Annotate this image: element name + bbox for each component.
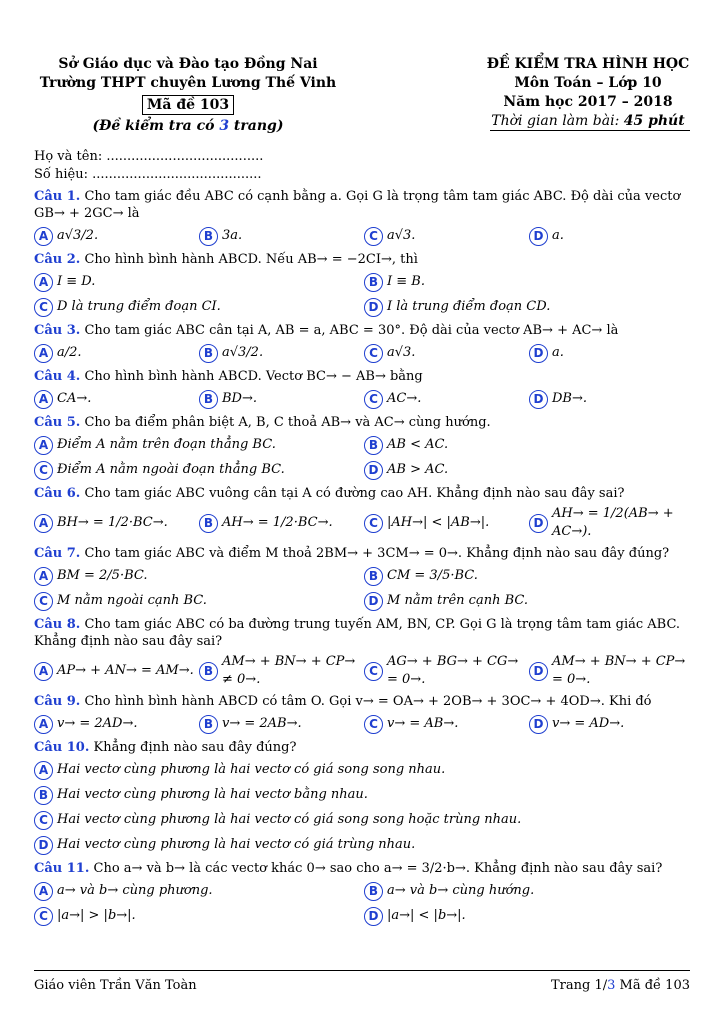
option-text: a→ và b→ cùng phương. bbox=[57, 883, 213, 898]
question-text bbox=[34, 739, 694, 756]
option-letter-badge: A bbox=[34, 662, 53, 681]
option-text: AB < AC. bbox=[387, 437, 449, 452]
question-body: Cho tam giác đều ABC có cạnh bằng a. Gọi G là trọng tâm tam giác ABC. Độ dài của vectơ GB→ + 2GC→ là bbox=[34, 189, 681, 221]
option-text: BM = 2/5·BC. bbox=[57, 568, 148, 583]
option-text: v→ = 2AB→. bbox=[222, 716, 302, 731]
question-text bbox=[34, 368, 694, 385]
option-text: AH→ = 1/2·BC→. bbox=[222, 515, 333, 530]
option-letter-badge: D bbox=[529, 227, 548, 246]
question-9 bbox=[34, 693, 694, 735]
answer-option-c[interactable] bbox=[364, 653, 529, 689]
question-text bbox=[34, 545, 694, 562]
option-text: CA→. bbox=[57, 391, 92, 406]
option-letter-badge: B bbox=[364, 567, 383, 586]
question-body: Cho hình bình hành ABCD. Vectơ BC→ − AB→ bằng bbox=[84, 369, 423, 384]
option-letter-badge: C bbox=[34, 592, 53, 611]
option-letter-badge: C bbox=[34, 298, 53, 317]
question-text bbox=[34, 251, 694, 268]
option-text: AC→. bbox=[387, 391, 422, 406]
exam-content bbox=[34, 148, 694, 927]
option-letter-badge: B bbox=[34, 786, 53, 805]
option-text: |a→| > |b→|. bbox=[57, 908, 136, 923]
school-name: Trường THPT chuyên Lương Thế Vinh bbox=[39, 75, 337, 91]
option-letter-badge: D bbox=[364, 592, 383, 611]
answer-options bbox=[34, 759, 694, 856]
option-text: Điểm A nằm trên đoạn thẳng BC. bbox=[57, 437, 276, 452]
answer-option-d[interactable] bbox=[364, 590, 694, 612]
option-letter-badge: A bbox=[34, 227, 53, 246]
question-list bbox=[34, 188, 694, 927]
option-text: AP→ + AN→ = AM→. bbox=[57, 663, 194, 678]
option-text: Hai vectơ cùng phương là hai vectơ có giá song song hoặc trùng nhau. bbox=[57, 812, 522, 827]
answer-options bbox=[34, 225, 694, 247]
option-text: |a→| < |b→|. bbox=[387, 908, 466, 923]
answer-options bbox=[34, 880, 694, 927]
option-text: BD→. bbox=[222, 391, 258, 406]
answer-options bbox=[34, 434, 694, 481]
option-text: AB > AC. bbox=[387, 462, 449, 477]
exam-code-box: Mã đề 103 bbox=[142, 95, 234, 115]
time-limit: Thời gian làm bài: 45 phút bbox=[491, 113, 685, 129]
option-text: D là trung điểm đoạn CI. bbox=[57, 299, 221, 314]
option-letter-badge: A bbox=[34, 436, 53, 455]
answer-option-c[interactable] bbox=[364, 388, 529, 410]
answer-option-b[interactable] bbox=[199, 713, 364, 735]
option-letter-badge: B bbox=[364, 882, 383, 901]
option-letter-badge: D bbox=[529, 662, 548, 681]
question-8 bbox=[34, 616, 694, 689]
question-body: Cho a→ và b→ là các vectơ khác 0→ sao cho a→ = 3/2·b→. Khẳng định nào sau đây sai? bbox=[93, 861, 663, 876]
question-body: Khẳng định nào sau đây đúng? bbox=[93, 740, 297, 755]
footer-page-info: Trang 1/3 Mã đề 103 bbox=[551, 978, 690, 993]
option-text: a√3/2. bbox=[222, 345, 264, 360]
question-7 bbox=[34, 545, 694, 612]
option-text: AM→ + BN→ + CP→ ≠ 0→. bbox=[222, 654, 356, 687]
option-text: I ≡ D. bbox=[57, 274, 96, 289]
question-number: Câu 3. bbox=[34, 323, 81, 338]
option-letter-badge: A bbox=[34, 344, 53, 363]
question-5 bbox=[34, 414, 694, 481]
answer-option-a[interactable] bbox=[34, 505, 199, 541]
answer-option-b[interactable] bbox=[199, 388, 364, 410]
option-letter-badge: D bbox=[529, 390, 548, 409]
option-text: Hai vectơ cùng phương là hai vectơ có giá song song nhau. bbox=[57, 762, 446, 777]
option-letter-badge: A bbox=[34, 715, 53, 734]
option-letter-badge: A bbox=[34, 567, 53, 586]
question-number: Câu 4. bbox=[34, 369, 81, 384]
answer-option-c[interactable] bbox=[364, 713, 529, 735]
question-text bbox=[34, 485, 694, 502]
question-number: Câu 9. bbox=[34, 694, 81, 709]
option-text: CM = 3/5·BC. bbox=[387, 568, 478, 583]
answer-option-b[interactable] bbox=[364, 434, 694, 456]
option-text: a. bbox=[552, 228, 564, 243]
answer-option-d[interactable] bbox=[529, 342, 694, 364]
option-letter-badge: A bbox=[34, 761, 53, 780]
question-4 bbox=[34, 368, 694, 410]
option-text: Hai vectơ cùng phương là hai vectơ bằng nhau. bbox=[57, 787, 368, 802]
option-text: AG→ + BG→ + CG→ = 0→. bbox=[387, 654, 519, 687]
option-text: a→ và b→ cùng hướng. bbox=[387, 883, 535, 898]
question-body: Cho hình bình hành ABCD có tâm O. Gọi v→ = OA→ + 2OB→ + 3OC→ + 4OD→. Khi đó bbox=[84, 694, 652, 709]
option-text: AM→ + BN→ + CP→ = 0→. bbox=[552, 654, 686, 687]
option-letter-badge: B bbox=[364, 436, 383, 455]
option-letter-badge: C bbox=[364, 662, 383, 681]
option-text: a√3. bbox=[387, 345, 416, 360]
question-number: Câu 7. bbox=[34, 546, 81, 561]
answer-option-c[interactable] bbox=[34, 809, 694, 831]
footer-teacher: Giáo viên Trần Văn Toàn bbox=[34, 978, 197, 993]
option-letter-badge: B bbox=[199, 514, 218, 533]
answer-option-c[interactable] bbox=[34, 590, 364, 612]
question-number: Câu 5. bbox=[34, 415, 81, 430]
option-letter-badge: B bbox=[199, 715, 218, 734]
question-number: Câu 6. bbox=[34, 486, 81, 501]
answer-option-a[interactable] bbox=[34, 713, 199, 735]
option-letter-badge: C bbox=[364, 715, 383, 734]
question-3 bbox=[34, 322, 694, 364]
option-letter-badge: B bbox=[199, 390, 218, 409]
question-body: Cho ba điểm phân biệt A, B, C thoả AB→ và AC→ cùng hướng. bbox=[84, 415, 491, 430]
question-text bbox=[34, 693, 694, 710]
option-text: a√3/2. bbox=[57, 228, 99, 243]
answer-option-b[interactable] bbox=[364, 565, 694, 587]
header-right bbox=[480, 55, 696, 131]
answer-option-a[interactable] bbox=[34, 653, 199, 689]
student-name-line: Họ và tên: ...................................... bbox=[34, 149, 264, 164]
footer-divider bbox=[34, 970, 690, 971]
option-text: v→ = AD→. bbox=[552, 716, 625, 731]
answer-option-d[interactable] bbox=[529, 225, 694, 247]
answer-options bbox=[34, 505, 694, 541]
answer-option-c[interactable] bbox=[364, 505, 529, 541]
option-letter-badge: D bbox=[364, 907, 383, 926]
answer-option-a[interactable] bbox=[34, 434, 364, 456]
answer-option-c[interactable] bbox=[364, 225, 529, 247]
option-text: I là trung điểm đoạn CD. bbox=[387, 299, 551, 314]
option-letter-badge: C bbox=[34, 907, 53, 926]
answer-option-a[interactable] bbox=[34, 880, 364, 902]
answer-option-c[interactable] bbox=[34, 296, 364, 318]
option-letter-badge: A bbox=[34, 882, 53, 901]
option-text: v→ = AB→. bbox=[387, 716, 459, 731]
question-2 bbox=[34, 251, 694, 318]
answer-option-b[interactable] bbox=[199, 653, 364, 689]
question-number: Câu 11. bbox=[34, 861, 90, 876]
answer-option-d[interactable] bbox=[364, 296, 694, 318]
question-6 bbox=[34, 485, 694, 541]
option-text: I ≡ B. bbox=[387, 274, 425, 289]
answer-options bbox=[34, 271, 694, 318]
answer-option-c[interactable] bbox=[34, 459, 364, 481]
option-letter-badge: D bbox=[364, 298, 383, 317]
option-letter-badge: C bbox=[34, 811, 53, 830]
option-letter-badge: C bbox=[364, 390, 383, 409]
answer-options bbox=[34, 713, 694, 735]
option-text: Hai vectơ cùng phương là hai vectơ có giá trùng nhau. bbox=[57, 837, 416, 852]
answer-option-d[interactable] bbox=[529, 505, 694, 541]
answer-options bbox=[34, 388, 694, 410]
answer-option-a[interactable] bbox=[34, 271, 364, 293]
answer-option-c[interactable] bbox=[34, 905, 364, 927]
answer-option-b[interactable] bbox=[199, 225, 364, 247]
school-year: Năm học 2017 – 2018 bbox=[503, 94, 673, 110]
option-letter-badge: D bbox=[529, 514, 548, 533]
option-text: DB→. bbox=[552, 391, 588, 406]
option-letter-badge: C bbox=[364, 344, 383, 363]
question-body: Cho tam giác ABC vuông cân tại A có đường cao AH. Khẳng định nào sau đây sai? bbox=[84, 486, 625, 501]
option-letter-badge: D bbox=[529, 344, 548, 363]
answer-option-a[interactable] bbox=[34, 225, 199, 247]
answer-option-c[interactable] bbox=[364, 342, 529, 364]
answer-option-d[interactable] bbox=[529, 653, 694, 689]
question-1 bbox=[34, 188, 694, 247]
exam-subject: Môn Toán – Lớp 10 bbox=[514, 75, 662, 91]
question-number: Câu 10. bbox=[34, 740, 90, 755]
answer-option-d[interactable] bbox=[364, 459, 694, 481]
answer-option-d[interactable] bbox=[34, 834, 694, 856]
option-text: v→ = 2AD→. bbox=[57, 716, 138, 731]
option-letter-badge: B bbox=[199, 662, 218, 681]
answer-options bbox=[34, 653, 694, 689]
option-letter-badge: D bbox=[364, 461, 383, 480]
student-info bbox=[34, 148, 694, 184]
answer-option-b[interactable] bbox=[199, 505, 364, 541]
option-letter-badge: C bbox=[364, 227, 383, 246]
question-body: Cho tam giác ABC có ba đường trung tuyến AM, BN, CP. Gọi G là trọng tâm tam giác ABC. Khẳng định nào sau đây sai? bbox=[34, 617, 681, 649]
question-text bbox=[34, 414, 694, 431]
student-id-line: Số hiệu: ......................................... bbox=[34, 167, 262, 182]
option-text: AH→ = 1/2(AB→ + AC→). bbox=[552, 506, 674, 539]
page-count-note: (Đề kiểm tra có 3 trang) bbox=[92, 118, 284, 134]
option-text: M nằm ngoài cạnh BC. bbox=[57, 593, 207, 608]
answer-option-b[interactable] bbox=[364, 880, 694, 902]
option-letter-badge: D bbox=[34, 836, 53, 855]
answer-option-a[interactable] bbox=[34, 565, 364, 587]
option-letter-badge: D bbox=[529, 715, 548, 734]
option-text: a√3. bbox=[387, 228, 416, 243]
answer-option-a[interactable] bbox=[34, 759, 694, 781]
option-letter-badge: A bbox=[34, 514, 53, 533]
option-text: M nằm trên cạnh BC. bbox=[387, 593, 528, 608]
question-text bbox=[34, 616, 694, 650]
question-text bbox=[34, 860, 694, 877]
option-text: 3a. bbox=[222, 228, 243, 243]
answer-option-d[interactable] bbox=[529, 713, 694, 735]
answer-option-d[interactable] bbox=[364, 905, 694, 927]
header-divider bbox=[490, 130, 690, 131]
option-text: a. bbox=[552, 345, 564, 360]
option-letter-badge: A bbox=[34, 390, 53, 409]
question-number: Câu 2. bbox=[34, 252, 81, 267]
option-text: Điểm A nằm ngoài đoạn thẳng BC. bbox=[57, 462, 285, 477]
question-number: Câu 8. bbox=[34, 617, 81, 632]
option-letter-badge: B bbox=[364, 273, 383, 292]
answer-option-b[interactable] bbox=[199, 342, 364, 364]
question-body: Cho hình bình hành ABCD. Nếu AB→ = −2CI→, thì bbox=[84, 252, 418, 267]
question-body: Cho tam giác ABC và điểm M thoả 2BM→ + 3CM→ = 0→. Khẳng định nào sau đây đúng? bbox=[84, 546, 670, 561]
option-letter-badge: C bbox=[34, 461, 53, 480]
answer-option-d[interactable] bbox=[529, 388, 694, 410]
answer-option-a[interactable] bbox=[34, 342, 199, 364]
answer-option-b[interactable] bbox=[34, 784, 694, 806]
department-name: Sở Giáo dục và Đào tạo Đồng Nai bbox=[58, 56, 318, 72]
option-text: |AH→| < |AB→|. bbox=[387, 515, 490, 530]
answer-option-a[interactable] bbox=[34, 388, 199, 410]
option-letter-badge: C bbox=[364, 514, 383, 533]
option-letter-badge: B bbox=[199, 227, 218, 246]
question-11 bbox=[34, 860, 694, 927]
exam-title: ĐỀ KIỂM TRA HÌNH HỌC bbox=[486, 56, 690, 72]
answer-options bbox=[34, 565, 694, 612]
question-body: Cho tam giác ABC cân tại A, AB = a, ABC = 30°. Độ dài của vectơ AB→ + AC→ là bbox=[84, 323, 619, 338]
option-letter-badge: B bbox=[199, 344, 218, 363]
question-text bbox=[34, 188, 694, 222]
question-number: Câu 1. bbox=[34, 189, 81, 204]
question-text bbox=[34, 322, 694, 339]
option-letter-badge: A bbox=[34, 273, 53, 292]
answer-option-b[interactable] bbox=[364, 271, 694, 293]
question-10 bbox=[34, 739, 694, 856]
header-left bbox=[30, 55, 346, 136]
option-text: a/2. bbox=[57, 345, 82, 360]
option-text: BH→ = 1/2·BC→. bbox=[57, 515, 168, 530]
answer-options bbox=[34, 342, 694, 364]
